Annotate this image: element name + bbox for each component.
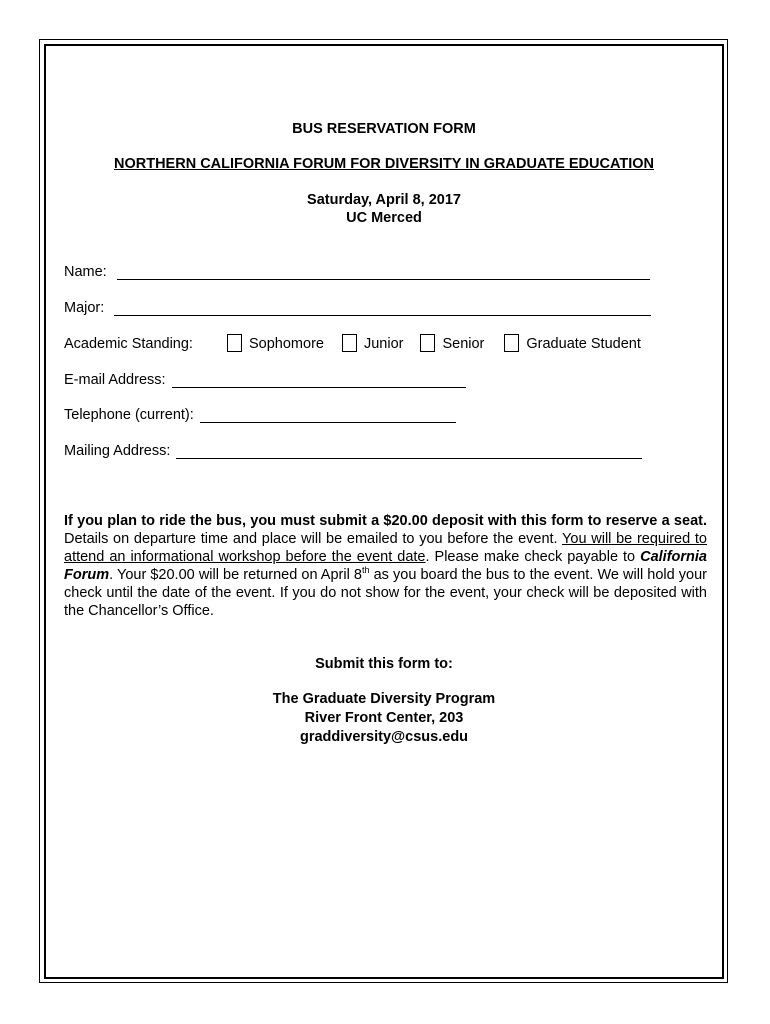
email-row [64,368,466,388]
major-field[interactable] [114,299,651,316]
option-sophomore[interactable] [227,334,324,352]
instructions-text-3: . Your $20.00 will be returned on April 8 [109,567,362,583]
event-name: NORTHERN CALIFORNIA FORUM FOR DIVERSITY IN GRADUATE EDUCATION [114,156,654,172]
email-label: E-mail Address: [64,372,166,388]
mailing-field[interactable] [176,442,642,459]
deposit-requirement: If you plan to ride the bus, you must submit a $20.00 deposit with this form to reserve a seat. [64,513,707,529]
phone-label: Telephone (current): [64,407,194,423]
email-field[interactable] [172,371,466,388]
name-field[interactable] [117,263,650,280]
name-label: Name: [64,264,107,280]
event-location: UC Merced [346,210,422,226]
name-row [64,260,650,280]
workshop-requirement: You will be required to attend an informational workshop before the event date [64,531,707,565]
phone-field[interactable] [200,406,456,423]
phone-row [64,403,456,423]
mailing-row [64,439,642,459]
sophomore-label: Sophomore [249,336,324,352]
payee-name: California Forum [64,549,707,583]
date-suffix: th [361,565,370,576]
sophomore-checkbox[interactable] [227,334,242,352]
graduate-student-label: Graduate Student [526,336,641,352]
instructions-text-2: . Please make check payable to [425,549,641,565]
submit-heading: Submit this form to: [315,656,453,672]
option-senior[interactable] [420,334,484,352]
graduate-student-checkbox[interactable] [504,334,519,352]
submit-org: The Graduate Diversity Program [272,691,496,707]
instructions-text-1: Details on departure time and place will be emailed to you before the event. [64,531,563,547]
junior-label: Junior [363,336,404,352]
standing-label: Academic Standing: [64,336,193,352]
mailing-label: Mailing Address: [64,443,171,459]
submit-email[interactable]: graddiversity@csus.edu [299,729,469,745]
senior-label: Senior [442,336,485,352]
form-title: BUS RESERVATION FORM [292,121,476,137]
standing-row [64,332,641,352]
event-date: Saturday, April 8, 2017 [307,192,461,208]
junior-checkbox[interactable] [342,334,357,352]
option-junior[interactable] [342,334,404,352]
option-graduate-student[interactable] [504,334,640,352]
instructions-text-4: as you board the bus to the event. We will hold your check until the date of the event. If you do not show for the event, your check will be deposited with the Chancellor’s Office. [64,567,707,619]
instructions-paragraph [64,512,707,620]
major-label: Major: [64,300,105,316]
major-row [64,296,651,316]
submit-address: River Front Center, 203 [304,710,464,726]
senior-checkbox[interactable] [420,334,435,352]
